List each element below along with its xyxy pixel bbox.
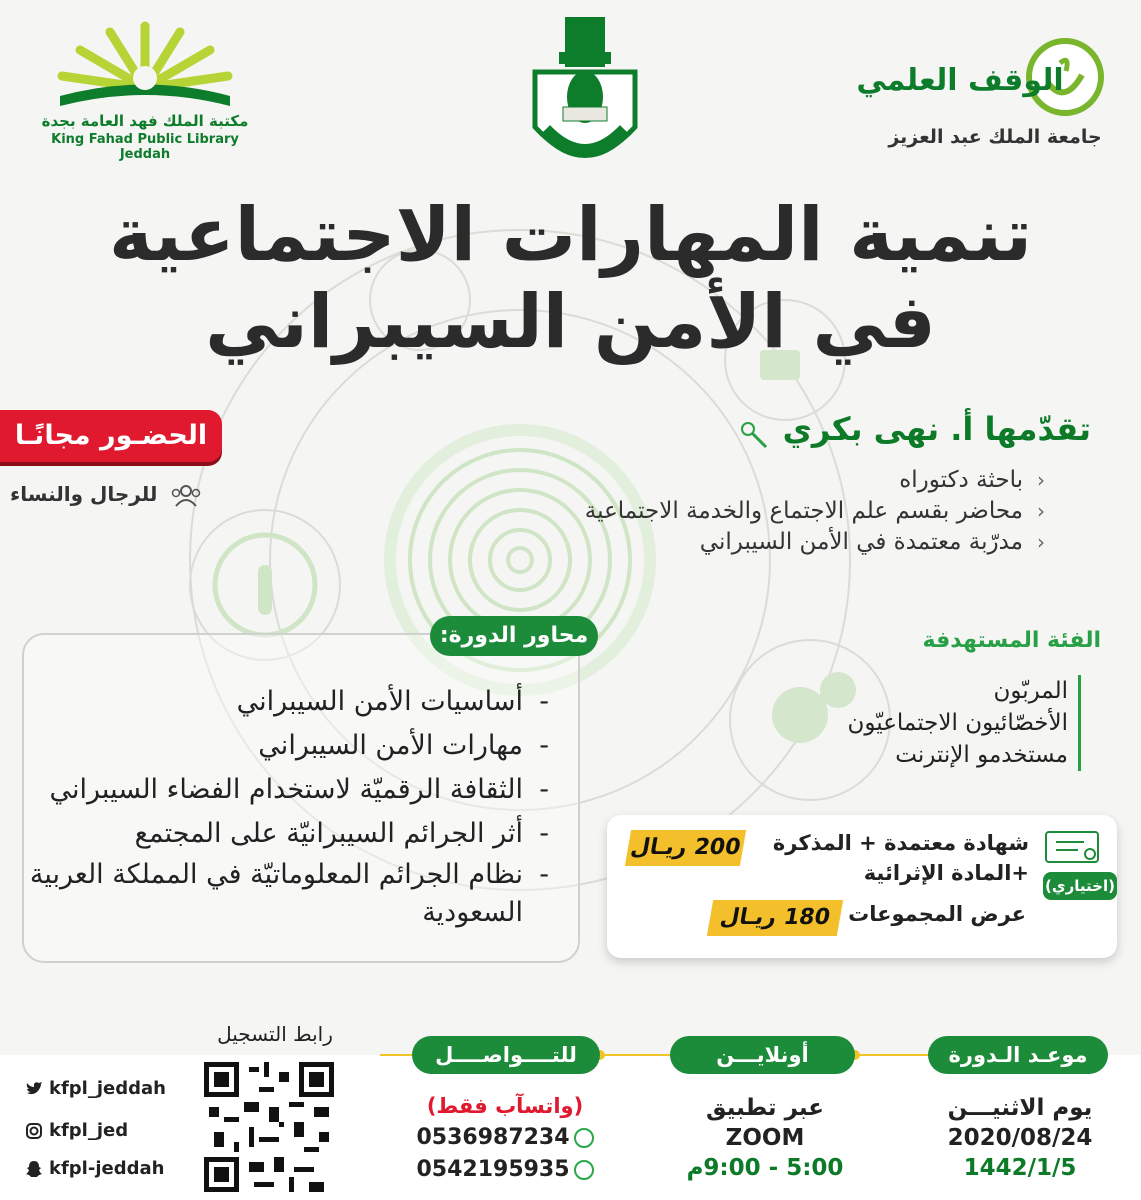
topic-item: - نظام الجرائم المعلوماتيّة في المملكة العربية السعودية	[11, 856, 551, 932]
waqf-logo	[856, 35, 1110, 155]
credential-item: ‹ محاضر بقسم علم الاجتماع والخدمة الاجتماعية	[585, 496, 1045, 527]
course-title-line1: تنمية المهارات الاجتماعية	[109, 192, 1032, 278]
certificate-price: 200 ريـال	[625, 830, 746, 866]
target-item: مستخدمو الإنترنت	[895, 742, 1068, 768]
whatsapp-icon	[574, 1128, 594, 1148]
kfpl-english-name: King Fahad Public Library Jeddah	[51, 132, 239, 162]
certificate-line2: +المادة الإثرائية	[863, 861, 1029, 885]
group-offer-price: 180 ريـال	[707, 900, 843, 936]
free-attendance-badge: الحضـور مجانًـا	[0, 410, 222, 462]
course-title-line2: في الأمن السيبراني	[205, 279, 936, 365]
whatsapp-icon	[574, 1160, 594, 1180]
course-gregorian-date: 2020/08/24	[947, 1125, 1093, 1151]
kau-crest-icon	[515, 12, 655, 182]
topic-item: - أساسيات الأمن السيبراني	[11, 680, 551, 724]
certificate-description	[773, 828, 1029, 888]
certificate-line1: شهادة معتمدة + المذكرة	[772, 831, 1029, 855]
waqf-arabic-name: الوقف العلمي	[856, 63, 1064, 98]
course-day: يوم الاثنيـــن	[947, 1095, 1093, 1121]
snapchat-handle-row[interactable]	[25, 1158, 164, 1179]
topic-item: - أثر الجرائم السيبرانيّة على المجتمع	[11, 812, 551, 856]
presenter-credentials	[585, 465, 1045, 558]
course-date-label: موعـد الـدورة	[928, 1036, 1108, 1074]
phone-row[interactable]	[410, 1122, 600, 1154]
twitter-icon	[25, 1080, 43, 1098]
waqf-emblem-icon	[856, 35, 1110, 155]
phone-number[interactable]: 0542195935	[416, 1157, 570, 1182]
target-audience-list	[847, 675, 1081, 771]
snapchat-icon	[25, 1160, 43, 1178]
group-offer-label: عرض المجموعات	[848, 902, 1026, 926]
course-time: 5:00 - 9:00م	[686, 1155, 844, 1181]
kfpl-logo	[40, 18, 250, 168]
instagram-handle-row[interactable]	[25, 1120, 128, 1141]
registration-qr-code[interactable]	[204, 1062, 334, 1192]
contact-label: للتــــواصــــل	[412, 1036, 600, 1074]
zoom-label: ZOOM	[725, 1125, 805, 1151]
presenter-name: تقدّمها أ. نهى بكري	[782, 410, 1091, 448]
credential-item: ‹ باحثة دكتوراه	[585, 465, 1045, 496]
credential-item: ‹ مدرّبة معتمدة في الأمن السيبراني	[585, 527, 1045, 558]
instagram-icon	[25, 1122, 43, 1140]
twitter-handle-row[interactable]	[25, 1078, 166, 1099]
twitter-handle: kfpl_jeddah	[49, 1078, 166, 1099]
snapchat-handle: kfpl-jeddah	[49, 1158, 165, 1179]
users-icon	[170, 485, 202, 507]
registration-label: رابط التسجيل	[217, 1022, 333, 1046]
topic-item: - الثقافة الرقميّة لاستخدام الفضاء السيبراني	[11, 768, 551, 812]
kau-logo	[515, 12, 655, 182]
online-label: أونلايـــن	[670, 1036, 855, 1074]
contact-details	[410, 1090, 600, 1186]
kfpl-arabic-name: مكتبة الملك فهد العامة بجدة	[41, 112, 249, 130]
topics-label: محاور الدورة:	[430, 616, 598, 656]
target-item: الأخصّائيون الاجتماعيّون	[847, 710, 1068, 736]
whatsapp-only-note: (واتسآب فقط)	[426, 1094, 584, 1118]
audience-label	[10, 482, 202, 507]
instagram-handle: kfpl_jed	[49, 1120, 129, 1141]
waqf-university-name: جامعة الملك عبد العزيز	[888, 126, 1102, 148]
certificate-icon	[1044, 830, 1100, 864]
topics-list	[11, 680, 551, 932]
kfpl-sunburst-icon	[50, 18, 240, 108]
target-audience-title: الفئة المستهدفة	[922, 628, 1101, 653]
presenter-block	[531, 410, 1091, 451]
target-item: المربّون	[993, 678, 1068, 704]
audience-text: للرجال والنساء	[10, 482, 158, 506]
phone-number[interactable]: 0536987234	[416, 1125, 570, 1150]
course-hijri-date: 1442/1/5	[963, 1155, 1077, 1181]
via-app-label: عبر تطبيق	[706, 1095, 824, 1121]
microphone-icon	[740, 421, 770, 451]
course-date	[925, 1093, 1115, 1183]
optional-badge: (اختياري)	[1043, 872, 1117, 900]
topic-item: - مهارات الأمن السيبراني	[11, 724, 551, 768]
online-details	[670, 1093, 860, 1183]
phone-row[interactable]	[410, 1154, 600, 1186]
